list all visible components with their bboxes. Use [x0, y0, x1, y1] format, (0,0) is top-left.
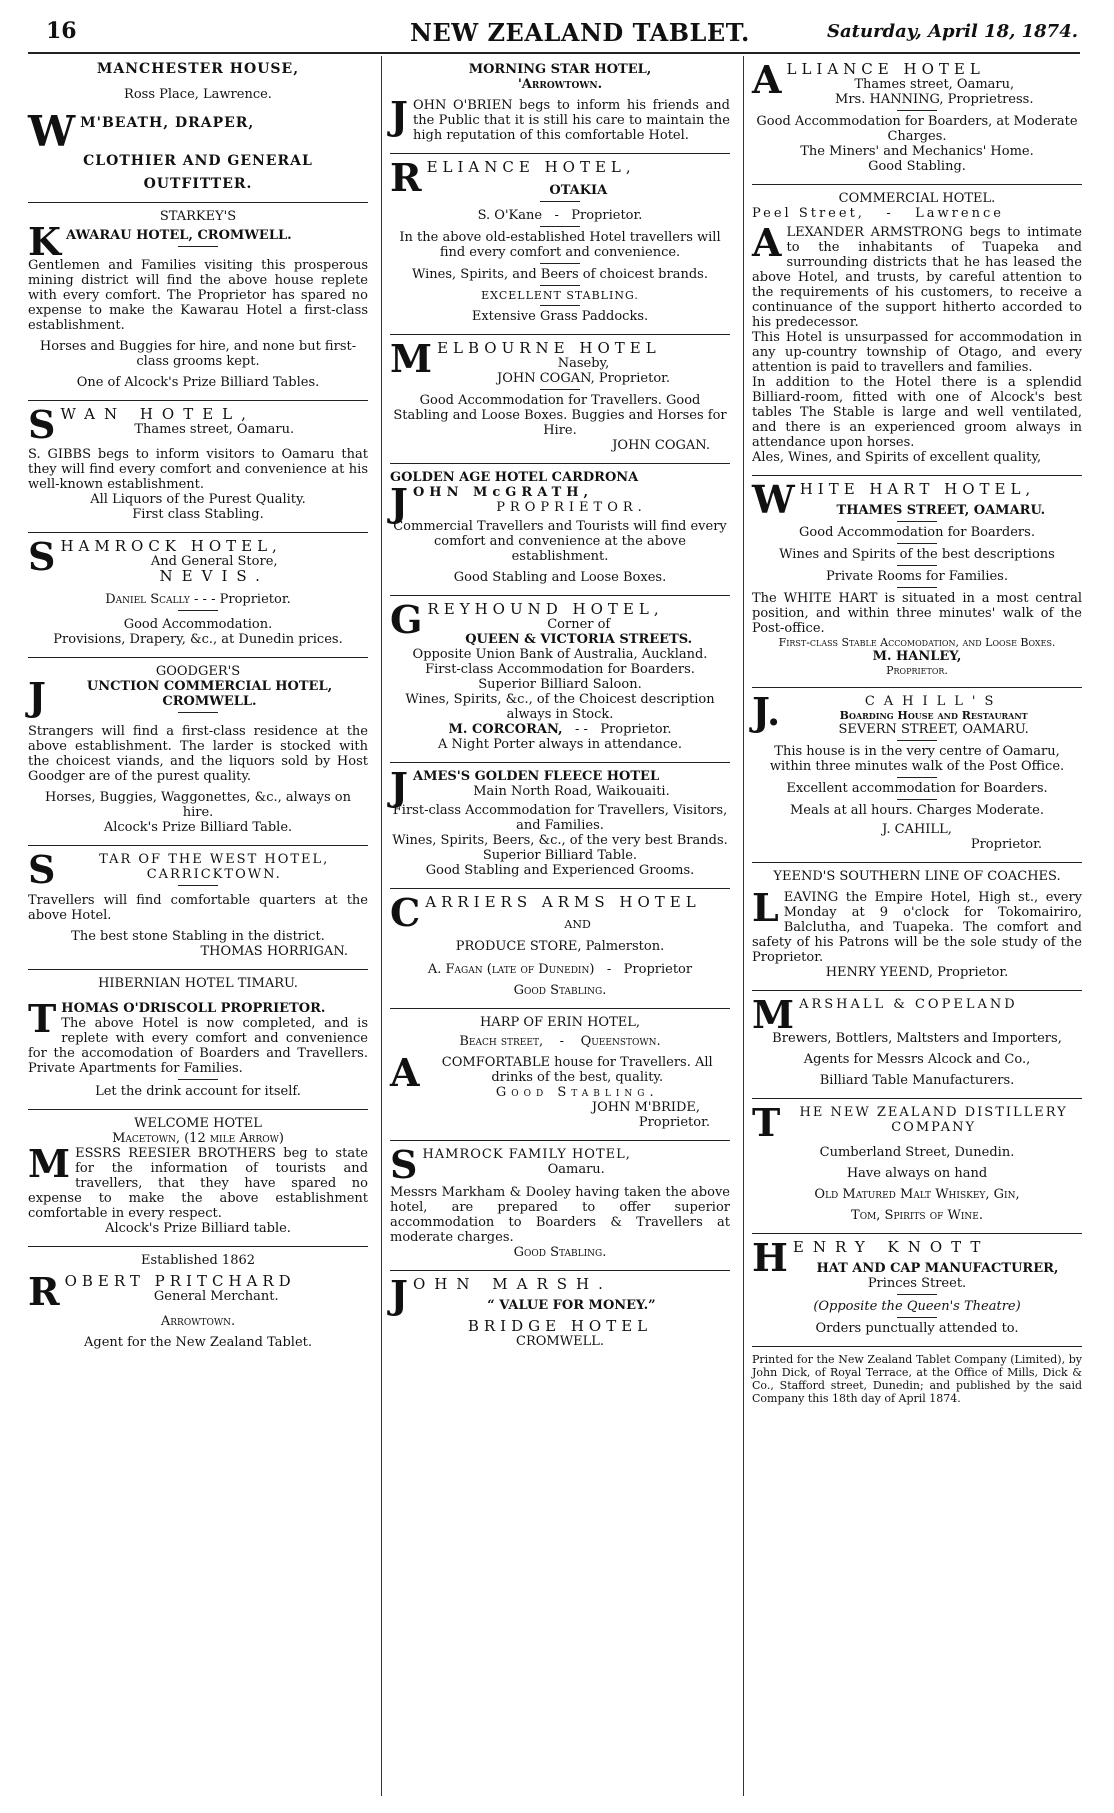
ad-line: Wines, Spirits, &c., of the Choicest description always in Stock.	[405, 692, 715, 722]
ad-commercial-hotel	[752, 184, 1082, 471]
ad-title: AMES'S GOLDEN FLEECE HOTEL	[412, 769, 660, 784]
ad-street: Princes Street.	[867, 1276, 967, 1291]
proprietor-role: Proprietor	[623, 962, 693, 977]
ad-place: Naseby,	[557, 356, 610, 371]
ad-body: Commercial Travellers and Tourists will find every comfort and convenience at the above establishment.	[393, 519, 727, 564]
ad-line: Agent for the New Zealand Tablet.	[83, 1335, 313, 1350]
ad-line: Agents for Messrs Alcock and Co.,	[803, 1052, 1031, 1067]
dash: - - -	[194, 592, 216, 607]
ad-title: COMMERCIAL HOTEL.	[838, 191, 996, 206]
ad-street: THAMES STREET, OAMARU.	[836, 503, 1046, 518]
ad-place: CROMWELL.	[516, 1334, 604, 1349]
dash: -	[606, 962, 612, 977]
ad-title: GOLDEN AGE HOTEL CARDRONA	[390, 470, 639, 485]
ad-line: First-class Accommodation for Boarders.	[425, 662, 695, 677]
ad-line: Good Stabling.	[495, 1085, 659, 1100]
ad-role: General Merchant.	[153, 1289, 279, 1304]
ad-body: In addition to the Hotel there is a splendid Billiard-room, fitted with one of Alcock's best tables The Stable is large and well ventilated, and there is an experienced groom always in attendance upon horses.	[752, 375, 1082, 450]
ad-line: Excellent accommodation for Boarders.	[786, 781, 1048, 796]
ad-line: The best stone Stabling in the district.	[71, 929, 325, 944]
ad-signature: HENRY YEEND, Proprietor.	[825, 965, 1009, 980]
ad-line: QUEEN & VICTORIA STREETS.	[465, 632, 693, 647]
proprietor-role: Proprietor.	[571, 208, 643, 223]
ad-line: Meals at all hours. Charges Moderate.	[789, 803, 1044, 818]
ad-line: Have always on hand	[846, 1166, 988, 1181]
ad-star-of-the-west	[28, 845, 368, 965]
ad-title: HARP OF ERIN HOTEL,	[479, 1015, 641, 1030]
drop-cap: H	[752, 1235, 788, 1280]
ad-line: Superior Billiard Table.	[482, 848, 638, 863]
drop-cap: S	[28, 402, 56, 447]
ad-line: Alcock's Prize Billiard table.	[105, 1221, 291, 1236]
ad-line: (Opposite the Queen's Theatre)	[813, 1299, 1021, 1314]
ad-body: ESSRS REESIER BROTHERS beg to state for the information of tourists and travellers, that they have spared no expense to make the above establishment comfortable in every respect.	[28, 1146, 368, 1221]
ad-title: TAR OF THE WEST HOTEL, CARRICKTOWN.	[99, 852, 330, 882]
drop-cap: S	[390, 1142, 418, 1187]
ad-kawarau-hotel	[28, 202, 368, 396]
ad-title: WAN HOTEL,	[60, 405, 255, 423]
ad-harp-of-erin-hotel	[390, 1008, 730, 1136]
ad-henry-knott	[752, 1233, 1082, 1342]
ad-trade: OUTFITTER.	[143, 176, 253, 192]
ad-title: HE NEW ZEALAND DISTILLERY COMPANY	[799, 1105, 1068, 1135]
ad-lead: HOMAS O'DRISCOLL PROPRIETOR.	[61, 1001, 326, 1016]
drop-cap: M	[28, 1141, 71, 1186]
ad-address: Ross Place, Lawrence.	[124, 87, 272, 102]
ad-line: Good Stabling.	[513, 1245, 607, 1260]
ad-golden-fleece-hotel	[390, 762, 730, 884]
ad-street: Peel Street,	[752, 206, 865, 221]
ad-body: The WHITE HART is situated in a most central position, and within three minutes' walk of the Post-office.	[752, 591, 1082, 636]
drop-cap: T	[752, 1100, 781, 1145]
proprietor-name: S. O'Kane	[477, 208, 543, 223]
ad-title: WELCOME HOTEL	[134, 1116, 262, 1131]
ad-line: The Miners' and Mechanics' Home.	[800, 144, 1034, 159]
ad-name: OBERT PRITCHARD	[64, 1272, 296, 1290]
ad-line: Good Stabling.	[513, 983, 607, 998]
ad-line: First-class Stable Accomodation, and Loose Boxes.	[778, 636, 1056, 649]
ad-line: EXCELLENT STABLING.	[481, 289, 639, 302]
masthead	[28, 18, 1078, 48]
ad-subtitle: Boarding House and Restaurant	[839, 709, 1028, 722]
ad-line: Opposite Union Bank of Australia, Auckland.	[412, 647, 708, 662]
issue-date: Saturday, April 18, 1874.	[827, 21, 1078, 42]
drop-cap: A	[752, 220, 782, 265]
page-number: 16	[46, 18, 77, 44]
ad-title: HAMROCK HOTEL,	[60, 537, 282, 555]
ad-line: Brewers, Bottlers, Maltsters and Importers,	[772, 1031, 1062, 1046]
ad-place: Thames street, Oamaru,	[854, 77, 1015, 92]
ad-shamrock-family-hotel	[390, 1140, 730, 1266]
ad-place: Main North Road, Waikouaiti.	[473, 784, 670, 799]
ad-reliance-hotel	[390, 153, 730, 330]
drop-cap: J.	[752, 689, 781, 734]
drop-cap: J	[28, 674, 46, 719]
proprietor-role: Proprietor.	[219, 592, 291, 607]
ad-body: EAVING the Empire Hotel, High st., every Monday at 9 o'clock for Tokomairiro, Balclutha, and Tuapeka. The comfort and safety of his Patrons will be the sole study of the Proprietor.	[752, 890, 1082, 965]
ad-body: This Hotel is unsurpassed for accommodation in any up-country township of Otago, and every attention is paid to travellers and families.	[752, 330, 1082, 375]
dash: - -	[574, 722, 588, 737]
ad-title: MORNING STAR HOTEL,	[468, 62, 652, 77]
drop-cap: A	[752, 57, 782, 102]
drop-cap: S	[28, 847, 56, 892]
dash: -	[559, 1034, 565, 1049]
proprietor-name: Daniel Scally	[105, 592, 190, 607]
ad-title: ENRY KNOTT	[792, 1238, 990, 1256]
ad-line: Good Accommodation.	[123, 617, 273, 632]
ad-signature: JOHN COGAN.	[612, 438, 710, 453]
ad-place: NEVIS.	[159, 567, 269, 585]
ad-title: LLIANCE HOTEL	[786, 60, 985, 78]
ad-line: A Night Porter always in attendance.	[437, 737, 683, 752]
ad-white-hart-hotel	[752, 475, 1082, 683]
ad-title: ARRIERS ARMS HOTEL	[425, 893, 701, 911]
ad-subtitle: And General Store,	[150, 554, 278, 569]
ad-greyhound-hotel	[390, 595, 730, 758]
drop-cap: J	[390, 764, 408, 809]
drop-cap: M	[390, 336, 433, 381]
ad-name: M'BEATH, DRAPER,	[80, 115, 255, 131]
ad-line: Let the drink account for itself.	[95, 1084, 301, 1099]
ad-morning-star-hotel	[390, 60, 730, 149]
drop-cap: R	[28, 1269, 60, 1314]
ad-title: ELIANCE HOTEL,	[426, 158, 636, 176]
ad-title: YEEND'S SOUTHERN LINE OF COACHES.	[773, 869, 1061, 884]
ad-title: UNCTION COMMERCIAL HOTEL, CROMWELL.	[86, 679, 333, 709]
ad-body: Gentlemen and Families visiting this prosperous mining district will find the above house replete with every comfort. The Proprietor has spared no expense to make the Kawarau Hotel a first-class establishment.	[28, 258, 368, 333]
ad-line: Good Stabling and Experienced Grooms.	[425, 863, 695, 878]
newspaper-title: NEW ZEALAND TABLET.	[410, 18, 750, 47]
ad-line: Good Accommodation for Boarders, at Moderate Charges.	[756, 114, 1078, 144]
ad-marshall-copeland	[752, 990, 1082, 1094]
column-divider	[743, 56, 744, 1796]
column-1	[28, 60, 368, 1356]
ad-place: Macetown, (12 mile Arrow)	[112, 1131, 284, 1146]
ad-hibernian-hotel	[28, 969, 368, 1105]
ad-cahill-boarding-house	[752, 687, 1082, 858]
drop-cap: G	[390, 597, 423, 642]
ad-body: Travellers will find comfortable quarters at the above Hotel.	[28, 893, 368, 923]
ad-role: Proprietor.	[886, 664, 948, 677]
ad-line: Tom, Spirits of Wine.	[851, 1208, 983, 1223]
ad-line: PRODUCE STORE, Palmerston.	[455, 939, 665, 954]
drop-cap: J	[390, 1272, 408, 1317]
ad-body: Strangers will find a first-class residence at the above establishment. The larder is stocked with the choicest viands, and the liquors sold by Host Goodger are of the purest quality.	[28, 724, 368, 784]
ad-signature: J. CAHILL,	[882, 822, 952, 837]
ad-body: In the above old-established Hotel travellers will find every comfort and convenience.	[399, 230, 721, 260]
ad-body: Good Accommodation for Travellers. Good Stabling and Loose Boxes. Buggies and Horses for Hire.	[393, 393, 727, 438]
ad-owner: Mrs. HANNING, Proprietress.	[835, 92, 1034, 107]
ad-line: All Liquors of the Purest Quality.	[90, 492, 306, 507]
ad-line: This house is in the very centre of Oamaru, within three minutes walk of the Post Office.	[769, 744, 1065, 774]
ad-welcome-hotel	[28, 1109, 368, 1242]
ad-golden-age-hotel	[390, 463, 730, 591]
ad-town: Queenstown.	[580, 1034, 661, 1049]
ad-title: CAHILL'S	[864, 694, 1003, 709]
column-divider	[381, 56, 382, 1796]
ad-title: ELBOURNE HOTEL	[437, 339, 661, 357]
drop-cap: A	[390, 1050, 420, 1095]
ad-street: Beach street,	[459, 1034, 544, 1049]
ad-owner: JOHN COGAN, Proprietor.	[497, 371, 671, 386]
ad-role: Proprietor.	[970, 837, 1042, 852]
column-2	[390, 60, 730, 1355]
ad-line: First-class Accommodation for Travellers, Visitors, and Families.	[392, 803, 728, 833]
ad-line: Orders punctually attended to.	[815, 1321, 1019, 1336]
ad-title: REYHOUND HOTEL,	[427, 600, 664, 618]
drop-cap: C	[390, 890, 421, 935]
ad-line: Alcock's Prize Billiard Table.	[103, 820, 293, 835]
ad-line: Wines, Spirits, and Beers of choicest brands.	[412, 267, 708, 282]
ad-role: PROPRIETOR.	[496, 500, 647, 515]
ad-line: Extensive Grass Paddocks.	[471, 309, 649, 324]
proprietor-role: Proprietor.	[600, 722, 672, 737]
ad-name: OHN McGRATH,	[412, 485, 594, 500]
ad-pretitle: STARKEY'S	[159, 209, 237, 224]
ad-line: Wines, Spirits, Beers, &c., of the very best Brands.	[392, 833, 728, 848]
ad-line: AND	[564, 918, 591, 931]
drop-cap: W	[28, 107, 76, 156]
imprint	[752, 1346, 1082, 1411]
ad-junction-hotel	[28, 657, 368, 841]
ad-place: Oamaru.	[547, 1162, 605, 1177]
dash: -	[554, 208, 559, 223]
ad-slogan: “ VALUE FOR MONEY.”	[487, 1298, 656, 1313]
ad-line: Good Stabling.	[868, 159, 966, 174]
ad-established: Established 1862	[140, 1253, 256, 1268]
ad-title: HIBERNIAN HOTEL TIMARU.	[98, 976, 298, 991]
ad-body: OHN O'BRIEN begs to inform his friends and the Public that it is still his care to maintain the high reputation of this comfortable Hotel.	[412, 98, 730, 143]
drop-cap: S	[28, 534, 56, 579]
drop-cap: R	[390, 155, 422, 200]
ad-line: Good Stabling and Loose Boxes.	[453, 570, 667, 585]
ad-line: Good Accommodation for Boarders.	[799, 525, 1035, 540]
ad-line: Old Matured Malt Whiskey, Gin,	[814, 1187, 1020, 1202]
ad-line: First class Stabling.	[132, 507, 264, 522]
ad-manchester-house	[28, 60, 368, 198]
ad-line: One of Alcock's Prize Billiard Tables.	[76, 375, 320, 390]
ad-line: Horses and Buggies for hire, and none but first-class grooms kept.	[39, 339, 357, 369]
ad-carriers-arms-hotel	[390, 888, 730, 1004]
imprint-text: Printed for the New Zealand Tablet Company (Limited), by John Dick, of Royal Terrace, at the Office of Mills, Dick & Co., Stafford street, Dunedin; and published by the said Company this 18th day of April 1874.	[752, 1353, 1082, 1405]
ad-street: Cumberland Street, Dunedin.	[819, 1145, 1015, 1160]
ad-line: Superior Billiard Saloon.	[478, 677, 642, 692]
drop-cap: J	[390, 480, 408, 525]
ad-body: Messrs Markham & Dooley having taken the above hotel, are prepared to offer superior accommodation to Boarders & Travellers at moderate charges.	[390, 1185, 730, 1245]
ad-street: SEVERN STREET, OAMARU.	[838, 722, 1029, 737]
drop-cap: K	[28, 219, 62, 264]
ad-title: OHN MARSH.	[412, 1275, 612, 1293]
ad-title: AWARAU HOTEL, CROMWELL.	[66, 228, 292, 243]
ad-john-marsh	[390, 1270, 730, 1355]
proprietor-name: M. CORCORAN,	[448, 722, 563, 737]
ad-trade: CLOTHIER AND GENERAL	[83, 153, 313, 169]
ad-body: S. GIBBS begs to inform visitors to Oamaru that they will find every comfort and convenience at his well-known establishment.	[28, 447, 368, 492]
drop-cap: L	[752, 885, 779, 930]
ad-line: Private Rooms for Families.	[825, 569, 1008, 584]
ad-line: Horses, Buggies, Waggonettes, &c., always on hire.	[44, 790, 351, 820]
ad-hotel: BRIDGE HOTEL	[467, 1317, 653, 1335]
column-3	[752, 57, 1082, 1411]
ad-town: Lawrence	[915, 206, 1004, 221]
drop-cap: M	[752, 992, 795, 1037]
ad-body: Ales, Wines, and Spirits of excellent quality,	[752, 450, 1042, 465]
proprietor-name: A. Fagan (late of Dunedin)	[427, 962, 595, 977]
ad-alliance-hotel	[752, 57, 1082, 180]
ad-swan-hotel	[28, 400, 368, 528]
ad-yeend-coaches	[752, 862, 1082, 986]
ad-trade: HAT AND CAP MANUFACTURER,	[816, 1261, 1059, 1276]
ad-signature: THOMAS HORRIGAN.	[200, 944, 348, 959]
top-rule	[28, 52, 1080, 54]
ad-body: The above Hotel is now completed, and is replete with every comfort and convenience for the accomodation of Boarders and Travellers. Private Apartments for Families.	[28, 1016, 368, 1076]
ad-title: HITE HART HOTEL,	[799, 480, 1036, 498]
ad-signature: JOHN M'BRIDE,	[591, 1100, 700, 1115]
drop-cap: W	[752, 477, 795, 522]
ad-place: 'Arrowtown.	[517, 77, 603, 92]
ad-nz-distillery	[752, 1098, 1082, 1229]
ad-signature: M. HANLEY,	[872, 649, 962, 664]
ad-body: COMFORTABLE house for Travellers. All drinks of the best, quality.	[441, 1055, 713, 1085]
ad-body: LEXANDER ARMSTRONG begs to intimate to the inhabitants of Tuapeka and surrounding districts that he has leased the above Hotel, and trusts, by careful attention to the requirements of his customers, to receive a continuance of the support hitherto accorded to his predecessor.	[752, 225, 1082, 330]
ad-line: Corner of	[547, 617, 611, 632]
ad-shamrock-hotel	[28, 532, 368, 653]
ad-title: HAMROCK FAMILY HOTEL,	[422, 1147, 631, 1162]
ad-melbourne-hotel	[390, 334, 730, 459]
ad-place: Arrowtown.	[160, 1314, 236, 1329]
ad-title: ARSHALL & COPELAND	[799, 997, 1018, 1012]
ad-address: Thames street, Oamaru.	[134, 422, 295, 437]
drop-cap: J	[390, 93, 408, 138]
ad-line: Wines and Spirits of the best descriptions	[779, 547, 1055, 562]
ad-line: Billiard Table Manufacturers.	[819, 1073, 1015, 1088]
drop-cap: T	[28, 996, 57, 1041]
ad-title: MANCHESTER HOUSE,	[96, 61, 300, 77]
ad-robert-pritchard	[28, 1246, 368, 1356]
ad-place: OTAKIA	[549, 183, 608, 198]
ad-pretitle: GOODGER'S	[155, 664, 241, 679]
ad-role: Proprietor.	[638, 1115, 710, 1130]
dash: -	[886, 206, 894, 221]
ad-line: Provisions, Drapery, &c., at Dunedin prices.	[53, 632, 343, 647]
